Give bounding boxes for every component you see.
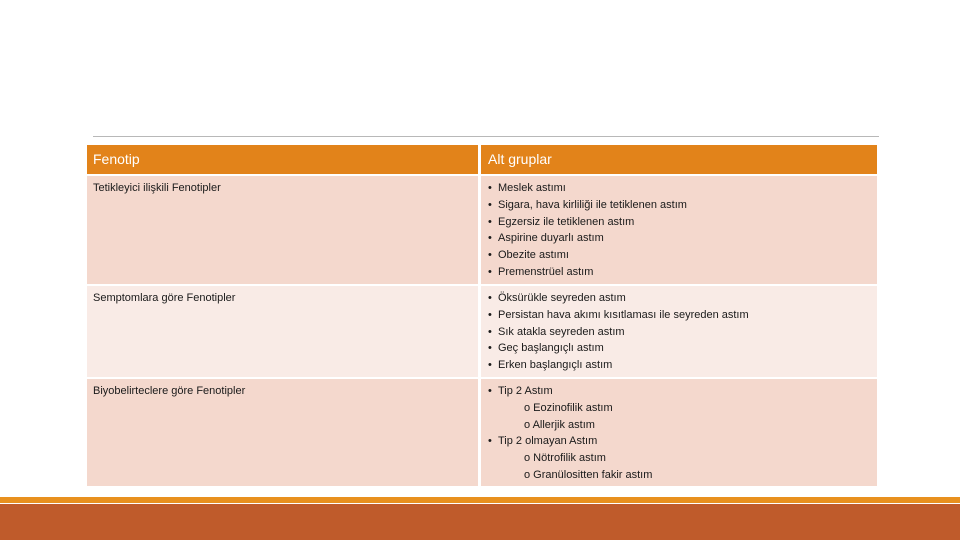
phenotype-table <box>87 145 877 486</box>
header-phenotype: Fenotip <box>87 145 481 174</box>
list-item: • Sık atakla seyreden astım <box>488 324 870 341</box>
list-item: • Sigara, hava kirliliği ile tetiklenen astım <box>488 197 870 214</box>
table-row <box>87 379 877 486</box>
list-item: • Obezite astımı <box>488 247 870 264</box>
phenotype-cell: Tetikleyici ilişkili Fenotipler <box>87 176 481 284</box>
phenotype-cell: Semptomlara göre Fenotipler <box>87 286 481 377</box>
nested-list-item: o Granülositten fakir astım <box>524 468 653 481</box>
subgroup-list <box>488 383 870 484</box>
subgroup-list <box>488 290 870 374</box>
list-item: • Persistan hava akımı kısıtlaması ile seyreden astım <box>488 307 870 324</box>
table-header-row <box>87 145 877 176</box>
nested-list-item: o Eozinofilik astım <box>524 401 613 414</box>
list-item <box>488 433 870 483</box>
title-divider <box>93 136 879 137</box>
list-item: • Meslek astımı <box>488 180 870 197</box>
footer-bar <box>0 504 960 540</box>
subgroup-list <box>488 180 870 281</box>
nested-list <box>498 400 870 434</box>
table-row <box>87 286 877 379</box>
list-item: • Aspirine duyarlı astım <box>488 230 870 247</box>
phenotype-cell: Biyobelirteclere göre Fenotipler <box>87 379 481 486</box>
list-item: • Öksürükle seyreden astım <box>488 290 870 307</box>
list-item <box>488 383 870 433</box>
subgroups-cell <box>481 379 877 486</box>
list-item: • Geç başlangıçlı astım <box>488 340 870 357</box>
subgroup-label: Tip 2 olmayan Astım <box>498 435 598 448</box>
subgroups-cell <box>481 176 877 284</box>
subgroups-cell <box>481 286 877 377</box>
footer-accent-bar <box>0 497 960 503</box>
subgroup-label: Tip 2 Astım <box>498 385 553 397</box>
nested-list-item: o Nötrofilik astım <box>524 452 606 465</box>
list-item: • Egzersiz ile tetiklenen astım <box>488 214 870 231</box>
nested-list-item: o Allerjik astım <box>524 418 595 431</box>
table-row <box>87 176 877 286</box>
list-item: • Premenstrüel astım <box>488 264 870 281</box>
nested-list <box>498 450 870 484</box>
list-item: • Erken başlangıçlı astım <box>488 357 870 374</box>
header-subgroups: Alt gruplar <box>488 151 552 167</box>
